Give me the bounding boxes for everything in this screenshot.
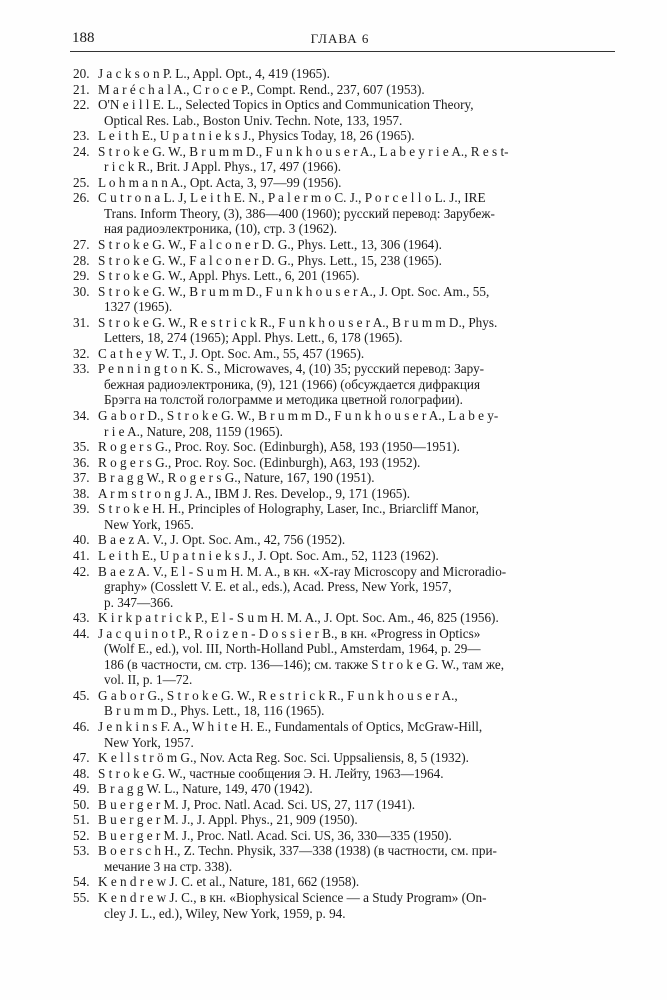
reference-number: 35. [73, 439, 90, 455]
reference-line: K e n d r e w J. C., в кн. «Biophysical Science — a Study Program» (On- [98, 889, 487, 905]
reference-line: (Wolf E., ed.), vol. III, North-Holland Publ., Amsterdam, 1964, p. 29— [104, 641, 481, 657]
reference-text [98, 268, 621, 284]
reference-line: J e n k i n s F. A., W h i t e H. E., Fundamentals of Optics, McGraw-Hill, [98, 718, 483, 734]
reference-number: 52. [73, 827, 90, 843]
reference-line: A r m s t r o n g J. A., IBM J. Res. Develop., 9, 171 (1965). [98, 485, 411, 501]
reference-line: S t r o k e H. H., Principles of Holography, Laser, Inc., Briarcliff Manor, [98, 501, 479, 517]
reference-line: L e i t h E., U p a t n i e k s J., Physics Today, 18, 26 (1965). [98, 128, 415, 144]
reference-text [98, 766, 621, 782]
reference-number: 42. [73, 563, 90, 579]
reference-line: B r a g g W., R o g e r s G., Nature, 167, 190 (1951). [98, 470, 375, 486]
reference-number: 22. [73, 97, 90, 113]
reference-text [98, 548, 621, 564]
reference-text [98, 82, 621, 98]
reference-number: 29. [73, 268, 90, 284]
reference-line: R o g e r s G., Proc. Roy. Soc. (Edinburgh), A63, 193 (1952). [98, 454, 421, 470]
reference-item [73, 175, 621, 191]
reference-text [98, 501, 621, 532]
reference-item [73, 268, 621, 284]
reference-number: 51. [73, 812, 90, 828]
reference-number: 21. [73, 81, 90, 97]
reference-number: 41. [73, 547, 90, 563]
reference-item [73, 766, 621, 782]
reference-item [73, 455, 621, 471]
reference-number: 37. [73, 470, 90, 486]
reference-item [73, 144, 621, 175]
reference-line: S t r o k e G. W., Appl. Phys. Lett., 6, 201 (1965). [98, 268, 360, 284]
reference-text [98, 812, 621, 828]
reference-text [98, 439, 621, 455]
reference-text [98, 610, 621, 626]
reference-text [98, 532, 621, 548]
reference-text [98, 486, 621, 502]
reference-number: 31. [73, 314, 90, 330]
reference-number: 49. [73, 781, 90, 797]
reference-line: мечание 3 на стр. 338). [104, 858, 233, 874]
reference-item [73, 82, 621, 98]
reference-line: B o e r s c h H., Z. Techn. Physik, 337—338 (1938) (в частности, см. при- [98, 843, 497, 859]
reference-text [98, 361, 621, 408]
reference-item [73, 408, 621, 439]
reference-line: K i r k p a t r i c k P., E l - S u m H. M. A., J. Opt. Soc. Am., 46, 825 (1956). [98, 610, 499, 626]
reference-text [98, 781, 621, 797]
reference-item [73, 828, 621, 844]
reference-text [98, 315, 621, 346]
reference-number: 24. [73, 143, 90, 159]
reference-line: B a e z A. V., J. Opt. Soc. Am., 42, 756 (1952). [98, 532, 346, 548]
reference-number: 50. [73, 796, 90, 812]
reference-line: Letters, 18, 274 (1965); Appl. Phys. Lett., 6, 178 (1965). [104, 330, 403, 346]
reference-item [73, 890, 621, 921]
reference-line: S t r o k e G. W., B r u m m D., F u n k h o u s e r A., L a b e y r i e A., R e s t- [98, 143, 509, 159]
reference-item [73, 470, 621, 486]
reference-line: Брэгга на толстой голограмме и методика цветной голографии). [104, 392, 463, 408]
reference-number: 23. [73, 128, 90, 144]
reference-list [73, 66, 621, 921]
reference-text [98, 564, 621, 611]
reference-item [73, 315, 621, 346]
reference-item [73, 532, 621, 548]
reference-line: бежная радиоэлектроника, (9), 121 (1966) (обсуждается дифракция [104, 376, 481, 392]
reference-number: 25. [73, 174, 90, 190]
reference-number: 36. [73, 454, 90, 470]
reference-number: 45. [73, 687, 90, 703]
reference-item [73, 361, 621, 408]
reference-item [73, 97, 621, 128]
reference-line: B u e r g e r M. J., Proc. Natl. Acad. Sci. US, 36, 330—335 (1950). [98, 827, 452, 843]
reference-line: L e i t h E., U p a t n i e k s J., J. Opt. Soc. Am., 52, 1123 (1962). [98, 547, 439, 563]
reference-item [73, 843, 621, 874]
reference-line: L o h m a n n A., Opt. Acta, 3, 97—99 (1956). [98, 174, 342, 190]
reference-item [73, 190, 621, 237]
reference-line: S t r o k e G. W., B r u m m D., F u n k h o u s e r A., J. Opt. Soc. Am., 55, [98, 283, 490, 299]
reference-text [98, 237, 621, 253]
reference-line: 1327 (1965). [104, 299, 173, 315]
reference-number: 39. [73, 501, 90, 517]
reference-item [73, 719, 621, 750]
reference-number: 26. [73, 190, 90, 206]
reference-text [98, 346, 621, 362]
reference-text [98, 175, 621, 191]
reference-line: p. 347—366. [104, 594, 174, 610]
reference-text [98, 750, 621, 766]
reference-line: Trans. Inform Theory, (3), 386—400 (1960); русский перевод: Зарубеж- [104, 205, 495, 221]
reference-number: 40. [73, 532, 90, 548]
reference-item [73, 284, 621, 315]
reference-number: 44. [73, 625, 90, 641]
reference-text [98, 97, 621, 128]
reference-item [73, 688, 621, 719]
reference-line: G a b o r G., S t r o k e G. W., R e s t r i c k R., F u n k h o u s e r A., [98, 687, 458, 703]
reference-line: 186 (в частности, см. стр. 136—146); см. также S t r o k e G. W., там же, [104, 656, 504, 672]
reference-item [73, 253, 621, 269]
reference-line: C a t h e y W. T., J. Opt. Soc. Am., 55, 457 (1965). [98, 345, 365, 361]
reference-text [98, 843, 621, 874]
reference-line: graphy» (Cosslett V. E. et al., eds.), Acad. Press, New York, 1957, [104, 579, 452, 595]
reference-text [98, 190, 621, 237]
reference-line: S t r o k e G. W., F a l c o n e r D. G., Phys. Lett., 15, 238 (1965). [98, 252, 442, 268]
reference-line: New York, 1957. [104, 734, 194, 750]
reference-item [73, 781, 621, 797]
reference-item [73, 564, 621, 611]
reference-line: S t r o k e G. W., F a l c o n e r D. G., Phys. Lett., 13, 306 (1964). [98, 237, 442, 253]
reference-text [98, 626, 621, 688]
reference-item [73, 501, 621, 532]
reference-text [98, 144, 621, 175]
reference-item [73, 128, 621, 144]
header-rule [70, 51, 615, 52]
reference-number: 55. [73, 889, 90, 905]
reference-line: S t r o k e G. W., частные сообщения Э. Н. Лейту, 1963—1964. [98, 765, 444, 781]
reference-item [73, 66, 621, 82]
reference-line: J a c q u i n o t P., R o i z e n - D o s s i e r B., в кн. «Progress in Optics» [98, 625, 481, 641]
reference-item [73, 812, 621, 828]
reference-line: B u e r g e r M. J., J. Appl. Phys., 21, 909 (1950). [98, 812, 358, 828]
reference-line: r i c k R., Brit. J Appl. Phys., 17, 497 (1966). [104, 159, 342, 175]
reference-item [73, 797, 621, 813]
reference-item [73, 439, 621, 455]
reference-text [98, 470, 621, 486]
reference-line: M a r é c h a l A., C r o c e P., Compt. Rend., 237, 607 (1953). [98, 81, 425, 97]
reference-line: G a b o r D., S t r o k e G. W., B r u m m D., F u n k h o u s e r A., L a b e y- [98, 408, 499, 424]
reference-number: 34. [73, 408, 90, 424]
reference-text [98, 66, 621, 82]
reference-text [98, 688, 621, 719]
reference-number: 20. [73, 66, 90, 81]
reference-item [73, 237, 621, 253]
reference-text [98, 828, 621, 844]
reference-number: 28. [73, 252, 90, 268]
reference-text [98, 284, 621, 315]
reference-line: B r a g g W. L., Nature, 149, 470 (1942). [98, 781, 313, 797]
reference-item [73, 874, 621, 890]
reference-number: 43. [73, 610, 90, 626]
reference-line: C u t r o n a L. J, L e i t h E. N., P a l e r m o C. J., P o r c e l l o L. J., IRE [98, 190, 486, 206]
reference-line: vol. II, p. 1—72. [104, 672, 193, 688]
reference-text [98, 253, 621, 269]
reference-line: B u e r g e r M. J, Proc. Natl. Acad. Sci. US, 27, 117 (1941). [98, 796, 416, 812]
reference-number: 47. [73, 750, 90, 766]
reference-line: K e n d r e w J. C. et al., Nature, 181, 662 (1958). [98, 874, 360, 890]
reference-line: r i e A., Nature, 208, 1159 (1965). [104, 423, 283, 439]
reference-item [73, 548, 621, 564]
reference-item [73, 486, 621, 502]
reference-text [98, 128, 621, 144]
reference-number: 27. [73, 237, 90, 253]
reference-item [73, 346, 621, 362]
reference-number: 48. [73, 765, 90, 781]
reference-line: B a e z A. V., E l - S u m H. M. A., в кн. «X-ray Microscopy and Microradio- [98, 563, 507, 579]
running-header [70, 30, 610, 52]
chapter-title: ГЛАВА 6 [310, 31, 370, 46]
reference-line: K e l l s t r ö m G., Nov. Acta Reg. Soc. Sci. Uppsaliensis, 8, 5 (1932). [98, 750, 469, 766]
reference-number: 32. [73, 345, 90, 361]
reference-number: 53. [73, 843, 90, 859]
reference-text [98, 719, 621, 750]
reference-item [73, 750, 621, 766]
reference-line: B r u m m D., Phys. Lett., 18, 116 (1965). [104, 703, 325, 719]
reference-line: P e n n i n g t o n K. S., Microwaves, 4, (10) 35; русский перевод: Зару- [98, 361, 485, 377]
reference-item [73, 626, 621, 688]
reference-line: cley J. L., ed.), Wiley, New York, 1959, p. 94. [104, 905, 346, 921]
reference-text [98, 408, 621, 439]
reference-line: S t r o k e G. W., R e s t r i c k R., F u n k h o u s e r A., B r u m m D., Phys. [98, 314, 498, 330]
reference-line: New York, 1965. [104, 516, 194, 532]
page-number: 188 [72, 30, 95, 46]
reference-text [98, 797, 621, 813]
reference-text [98, 890, 621, 921]
reference-line: J a c k s o n P. L., Appl. Opt., 4, 419 (1965). [98, 66, 330, 81]
reference-line: Optical Res. Lab., Boston Univ. Techn. Note, 133, 1957. [104, 112, 403, 128]
reference-line: R o g e r s G., Proc. Roy. Soc. (Edinburgh), A58, 193 (1950—1951). [98, 439, 460, 455]
reference-line: O'N e i l l E. L., Selected Topics in Optics and Communication Theory, [98, 97, 474, 113]
reference-text [98, 874, 621, 890]
reference-number: 38. [73, 485, 90, 501]
reference-line: ная радиоэлектроника, (10), стр. 3 (1962). [104, 221, 338, 237]
reference-number: 33. [73, 361, 90, 377]
reference-number: 54. [73, 874, 90, 890]
reference-item [73, 610, 621, 626]
reference-text [98, 455, 621, 471]
reference-number: 30. [73, 283, 90, 299]
reference-number: 46. [73, 718, 90, 734]
